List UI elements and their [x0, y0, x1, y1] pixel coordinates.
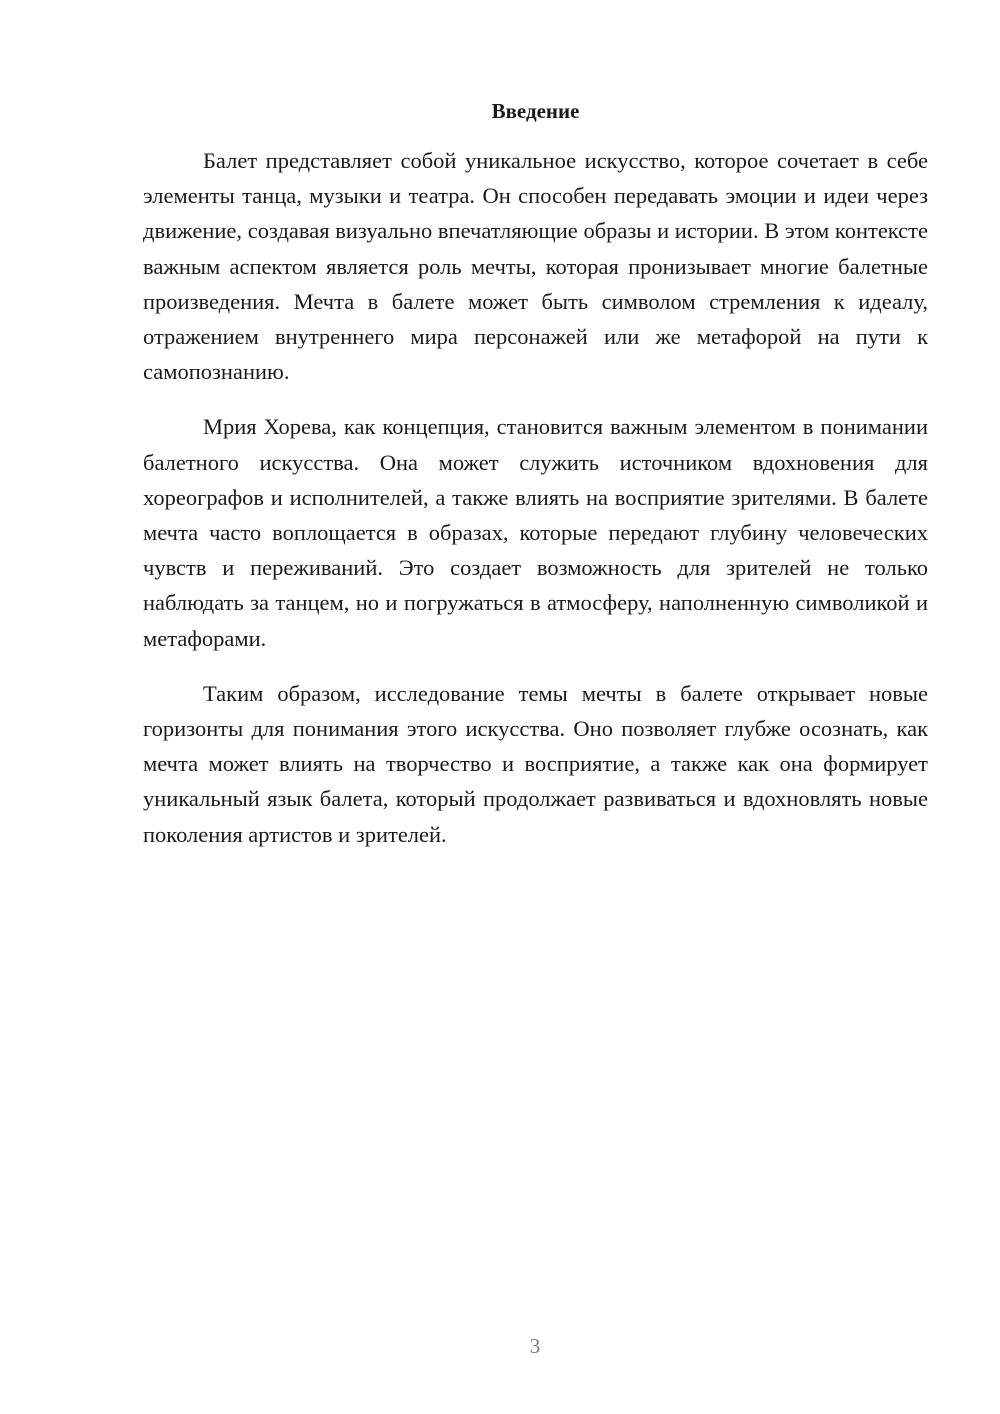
paragraph-2: Мрия Хорева, как концепция, становится важным элементом в понимании балетного искусства. Она может служить источником вдохновения для хореографов и исполнителей, а также влиять на восприятие зрителями. В балете мечта часто воплощается в образах, которые передают глубину человеческих чувств и переживаний. Это создает возможность для зрителей не только наблюдать за танцем, но и погружаться в атмосферу, наполненную символикой и метафорами.	[143, 414, 928, 651]
page-number: 3	[529, 1334, 541, 1358]
paragraph-1: Балет представляет собой уникальное искусство, которое сочетает в себе элементы танца, музыки и театра. Он способен передавать эмоции и идеи через движение, создавая визуально впечатляющие образы и истории. В этом контексте важным аспектом является роль мечты, которая пронизывает многие балетные произведения. Мечта в балете может быть символом стремления к идеалу, отражением внутреннего мира персонажей или же метафорой на пути к самопознанию.	[143, 148, 928, 385]
page-title: Введение	[491, 99, 580, 123]
paragraph-3: Таким образом, исследование темы мечты в балете открывает новые горизонты для понимания этого искусства. Оно позволяет глубже осознать, как мечта может влиять на творчество и восприятие, а также как она формирует уникальный язык балета, который продолжает развиваться и вдохновлять новые поколения артистов и зрителей.	[143, 680, 928, 847]
document-body	[143, 143, 928, 872]
